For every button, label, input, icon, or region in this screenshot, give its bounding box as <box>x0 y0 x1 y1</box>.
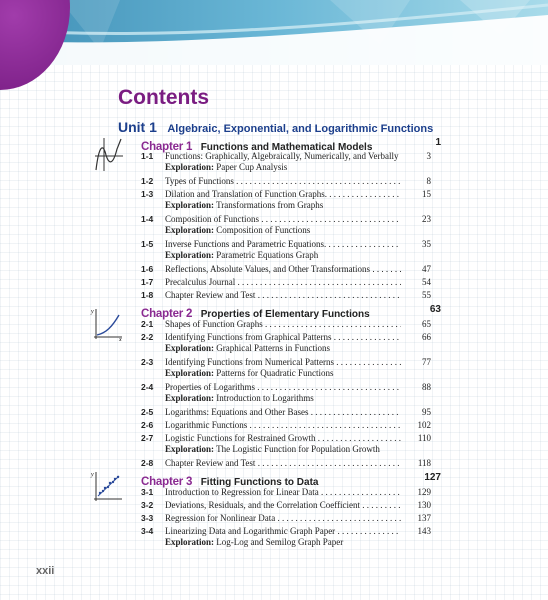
section-number: 1-3 <box>141 189 154 199</box>
section-number: 1-6 <box>141 264 154 274</box>
exploration-title: Log-Log and Semilog Graph Paper <box>216 537 344 547</box>
exploration-title: Composition of Functions <box>216 225 311 235</box>
section-page: 143 <box>417 526 431 536</box>
section-title: Logarithmic Functions . . . <box>165 420 401 431</box>
section-title: Inverse Functions and Parametric Equations. . . . <box>165 239 401 250</box>
section-page: 3 <box>426 151 431 161</box>
purple-disc-decoration <box>0 0 70 90</box>
chapter-title: Functions and Mathematical Models <box>200 142 373 153</box>
section-page: 23 <box>422 214 431 224</box>
scatter-plot-icon <box>88 468 124 504</box>
chapter-2-heading[interactable] <box>141 304 441 318</box>
section-number: 2-2 <box>141 332 154 342</box>
section-number: 2-4 <box>141 382 154 392</box>
exploration-title: Transformations from Graphs <box>216 200 324 210</box>
chapter-page: 1 <box>435 137 441 148</box>
exploration-title: Paper Cup Analysis <box>216 162 288 172</box>
section-number: 2-7 <box>141 433 154 443</box>
chapter-3-heading[interactable] <box>141 472 441 486</box>
section-page: 15 <box>422 189 431 199</box>
exploration-title: The Logistic Function for Population Growth <box>216 444 380 454</box>
section-title: Logistic Functions for Restrained Growth . . . <box>165 433 401 444</box>
section-page: 66 <box>422 332 431 342</box>
section-page: 95 <box>422 407 431 417</box>
banner-art <box>0 0 548 65</box>
chapter-1-heading[interactable] <box>141 137 441 151</box>
section-number: 1-5 <box>141 239 154 249</box>
exploration-label: Exploration: <box>165 200 215 210</box>
exploration-line <box>165 444 380 455</box>
exploration-title: Patterns for Quadratic Functions <box>216 368 334 378</box>
chapter-page: 127 <box>424 472 441 483</box>
section-title: Logarithms: Equations and Other Bases . . . <box>165 407 401 418</box>
section-page: 47 <box>422 264 431 274</box>
section-number: 2-5 <box>141 407 154 417</box>
unit-title: Algebraic, Exponential, and Logarithmic Functions <box>167 123 434 135</box>
section-page: 118 <box>417 458 431 468</box>
exploration-line <box>165 368 334 379</box>
exploration-line <box>165 537 343 548</box>
section-title: Shapes of Function Graphs . . . <box>165 319 401 330</box>
section-page: 137 <box>417 513 431 523</box>
exploration-title: Introduction to Logarithms <box>216 393 314 403</box>
section-number: 3-3 <box>141 513 154 523</box>
section-title: Types of Functions . . . <box>165 176 401 187</box>
section-title: Composition of Functions . . . <box>165 214 401 225</box>
exploration-label: Exploration: <box>165 537 215 547</box>
exploration-line <box>165 250 318 261</box>
section-title: Identifying Functions from Graphical Patterns . . . <box>165 332 401 343</box>
section-title: Deviations, Residuals, and the Correlation Coefficient . . . <box>165 500 401 511</box>
section-title: Precalculus Journal . . . <box>165 277 401 288</box>
section-number: 2-1 <box>141 319 154 329</box>
unit-heading <box>118 119 433 137</box>
exploration-label: Exploration: <box>165 225 215 235</box>
page-title: Contents <box>118 86 209 109</box>
section-number: 2-3 <box>141 357 154 367</box>
chapter-title: Fitting Functions to Data <box>200 477 319 488</box>
section-page: 54 <box>422 277 431 287</box>
exploration-label: Exploration: <box>165 162 215 172</box>
section-title: Linearizing Data and Logarithmic Graph Paper . . . <box>165 526 401 537</box>
exploration-line <box>165 225 310 236</box>
exploration-line <box>165 343 330 354</box>
section-number: 1-7 <box>141 277 154 287</box>
exploration-line <box>165 393 314 404</box>
section-number: 2-8 <box>141 458 154 468</box>
exploration-label: Exploration: <box>165 343 215 353</box>
section-page: 8 <box>426 176 431 186</box>
section-title: Dilation and Translation of Function Graphs. . . . <box>165 189 401 200</box>
axis-letter-x: x <box>119 337 122 341</box>
growth-curve-icon <box>88 305 124 341</box>
section-page: 110 <box>417 433 431 443</box>
exploration-label: Exploration: <box>165 393 215 403</box>
section-number: 1-4 <box>141 214 154 224</box>
chapter-page: 63 <box>429 304 441 315</box>
axis-letter-y: y <box>91 309 94 315</box>
section-title: Introduction to Regression for Linear Data . . . <box>165 487 401 498</box>
section-page: 55 <box>422 290 431 300</box>
exploration-title: Graphical Patterns in Functions <box>216 343 330 353</box>
header-banner <box>0 0 548 65</box>
section-title: Reflections, Absolute Values, and Other Transformations . . . <box>165 264 401 275</box>
unit-label: Unit 1 <box>118 119 157 135</box>
exploration-label: Exploration: <box>165 444 215 454</box>
section-page: 65 <box>422 319 431 329</box>
section-page: 35 <box>422 239 431 249</box>
section-number: 1-1 <box>141 151 154 161</box>
exploration-title: Parametric Equations Graph <box>216 250 319 260</box>
chapter-title: Properties of Elementary Functions <box>200 309 370 320</box>
section-page: 130 <box>417 500 431 510</box>
section-number: 3-2 <box>141 500 154 510</box>
axis-letter-y: y <box>91 472 94 478</box>
section-number: 3-1 <box>141 487 154 497</box>
section-page: 77 <box>422 357 431 367</box>
chapter-label: Chapter 1 <box>141 141 193 153</box>
exploration-label: Exploration: <box>165 250 215 260</box>
section-title: Identifying Functions from Numerical Patterns . . . <box>165 357 401 368</box>
section-number: 1-2 <box>141 176 154 186</box>
section-title: Properties of Logarithms . . . <box>165 382 401 393</box>
page-number: xxii <box>36 565 55 577</box>
section-number: 3-4 <box>141 526 154 536</box>
section-title: Chapter Review and Test . . . <box>165 290 401 301</box>
function-graph-icon <box>91 135 125 173</box>
section-title: Chapter Review and Test . . . <box>165 458 401 469</box>
section-page: 102 <box>417 420 431 430</box>
chapter-label: Chapter 2 <box>141 308 193 320</box>
section-page: 88 <box>422 382 431 392</box>
section-number: 2-6 <box>141 420 154 430</box>
section-title: Regression for Nonlinear Data . . . <box>165 513 401 524</box>
exploration-line <box>165 200 323 211</box>
exploration-line <box>165 162 287 173</box>
section-page: 129 <box>417 487 431 497</box>
section-number: 1-8 <box>141 290 154 300</box>
exploration-label: Exploration: <box>165 368 215 378</box>
chapter-label: Chapter 3 <box>141 476 193 488</box>
section-title: Functions: Graphically, Algebraically, Numerically, and Verbally <box>165 151 399 161</box>
